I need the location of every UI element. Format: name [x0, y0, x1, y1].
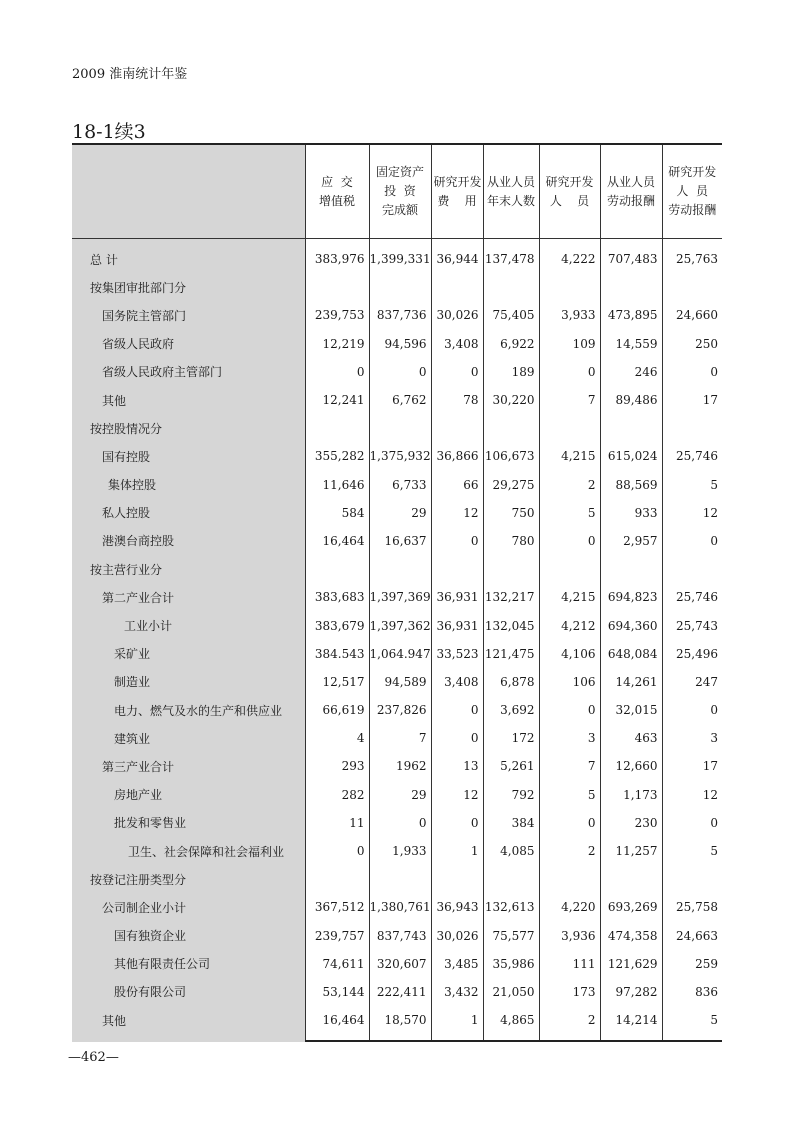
table-cell	[662, 555, 722, 583]
table-cell: 66,619	[305, 696, 369, 724]
table-cell: 792	[483, 781, 539, 809]
table-cell: 3,692	[483, 696, 539, 724]
table-cell: 237,826	[369, 696, 431, 724]
table-cell: 0	[431, 358, 483, 386]
row-label: 股份有限公司	[114, 985, 187, 1000]
table-cell: 173	[539, 978, 600, 1006]
table-cell: 3,936	[539, 922, 600, 950]
table-cell: 239,753	[305, 301, 369, 329]
spacer-cell	[72, 1034, 305, 1040]
table-cell	[305, 555, 369, 583]
table-cell: 7	[369, 724, 431, 752]
table-title: 18-1续3	[72, 121, 146, 143]
spacer-cell	[600, 1034, 662, 1040]
table-row	[72, 865, 722, 893]
row-label: 电力、燃气及水的生产和供应业	[114, 703, 283, 718]
table-cell: 0	[305, 837, 369, 865]
table-cell: 21,050	[483, 978, 539, 1006]
table-cell: 693,269	[600, 893, 662, 921]
table-cell: 7	[539, 752, 600, 780]
table-cell: 132,045	[483, 611, 539, 639]
table-cell: 12,660	[600, 752, 662, 780]
table-row	[72, 471, 722, 499]
table-cell: 88,569	[600, 471, 662, 499]
table-cell: 0	[431, 696, 483, 724]
row-label: 按主营行业分	[90, 562, 163, 577]
table-cell: 12,219	[305, 330, 369, 358]
table-cell: 0	[431, 724, 483, 752]
table-cell: 383,683	[305, 583, 369, 611]
header-line: 劳动报酬	[668, 203, 717, 217]
table-cell: 3,408	[431, 668, 483, 696]
table-cell: 14,261	[600, 668, 662, 696]
header-year-end-employees	[483, 145, 539, 239]
table-cell: 24,660	[662, 301, 722, 329]
table-cell: 121,475	[483, 640, 539, 668]
row-label: 按登记注册类型分	[90, 872, 187, 887]
table-header-row	[72, 145, 722, 239]
header-line: 固定资产	[375, 165, 424, 179]
table-row	[72, 781, 722, 809]
table-cell: 0	[431, 809, 483, 837]
table-cell: 615,024	[600, 442, 662, 470]
table-cell: 383,679	[305, 611, 369, 639]
table-cell: 17	[662, 752, 722, 780]
table-cell: 11,257	[600, 837, 662, 865]
table-cell: 837,743	[369, 922, 431, 950]
table-cell: 5	[539, 781, 600, 809]
table-cell: 30,026	[431, 922, 483, 950]
table-cell	[369, 865, 431, 893]
table-cell: 250	[662, 330, 722, 358]
table-cell: 6,878	[483, 668, 539, 696]
table-cell: 53,144	[305, 978, 369, 1006]
table-cell: 0	[369, 358, 431, 386]
table-cell: 4,222	[539, 245, 600, 273]
header-line: 从业人员	[606, 174, 655, 189]
table-cell: 5	[662, 837, 722, 865]
table-cell: 0	[662, 358, 722, 386]
header-line: 年末人数	[486, 193, 535, 208]
table-cell	[539, 555, 600, 583]
row-label: 集体控股	[108, 478, 157, 493]
table-cell	[662, 414, 722, 442]
table-cell	[600, 865, 662, 893]
table-cell: 3,933	[539, 301, 600, 329]
table-row	[72, 245, 722, 273]
table-cell: 30,026	[431, 301, 483, 329]
table-cell: 648,084	[600, 640, 662, 668]
table-cell: 367,512	[305, 893, 369, 921]
table-cell: 1,375,932	[369, 442, 431, 470]
table-cell	[662, 865, 722, 893]
table-cell: 384.543	[305, 640, 369, 668]
table-cell: 25,763	[662, 245, 722, 273]
row-label: 建筑业	[114, 731, 151, 746]
row-label: 批发和零售业	[114, 816, 187, 831]
table-cell: 259	[662, 950, 722, 978]
table-row	[72, 499, 722, 527]
row-label: 房地产业	[114, 788, 163, 803]
row-label: 国有独资企业	[114, 929, 187, 944]
header-line: 投 资	[384, 184, 416, 198]
table-row	[72, 301, 722, 329]
table-cell: 189	[483, 358, 539, 386]
table-cell: 320,607	[369, 950, 431, 978]
table-cell: 172	[483, 724, 539, 752]
table-cell: 933	[600, 499, 662, 527]
table-cell: 0	[539, 696, 600, 724]
table-cell: 12	[431, 781, 483, 809]
table-cell: 3,485	[431, 950, 483, 978]
table-cell: 584	[305, 499, 369, 527]
table-row	[72, 358, 722, 386]
spacer-cell	[305, 1034, 369, 1040]
table-cell	[369, 273, 431, 301]
table-cell: 11	[305, 809, 369, 837]
table-cell: 239,757	[305, 922, 369, 950]
row-label: 私人控股	[102, 506, 151, 521]
table-row	[72, 414, 722, 442]
row-label: 省级人民政府	[102, 337, 175, 352]
table-cell: 1,397,362	[369, 611, 431, 639]
table-cell	[431, 865, 483, 893]
table-row	[72, 442, 722, 470]
header-rd-expenses	[431, 145, 483, 239]
row-label: 按控股情况分	[90, 421, 163, 436]
row-label: 公司制企业小计	[102, 900, 187, 915]
table-row	[72, 950, 722, 978]
table-cell: 355,282	[305, 442, 369, 470]
table-cell: 3,432	[431, 978, 483, 1006]
table-row	[72, 893, 722, 921]
table-cell	[483, 865, 539, 893]
row-label: 采矿业	[114, 647, 151, 662]
header-rd-personnel-compensation	[662, 145, 722, 239]
table-cell: 89,486	[600, 386, 662, 414]
row-label: 港澳台商控股	[102, 534, 175, 549]
table-row	[72, 330, 722, 358]
table-cell: 12	[431, 499, 483, 527]
table-cell: 5	[539, 499, 600, 527]
table-cell: 106	[539, 668, 600, 696]
table-cell: 16,464	[305, 527, 369, 555]
table-cell: 14,559	[600, 330, 662, 358]
table-cell: 75,577	[483, 922, 539, 950]
table-cell: 17	[662, 386, 722, 414]
table-cell	[662, 273, 722, 301]
header-line: 研究开发	[433, 174, 482, 189]
table-row	[72, 555, 722, 583]
table-cell: 0	[662, 527, 722, 555]
table-cell: 24,663	[662, 922, 722, 950]
table-cell: 1	[431, 1006, 483, 1034]
header-line: 从业人员	[486, 174, 535, 189]
running-head: 2009 淮南统计年鉴	[72, 67, 188, 82]
header-line: 研究开发	[668, 165, 717, 179]
table-row	[72, 809, 722, 837]
table-cell: 780	[483, 527, 539, 555]
row-label: 制造业	[114, 675, 151, 690]
row-label: 第三产业合计	[102, 759, 175, 774]
table-cell: 293	[305, 752, 369, 780]
table-cell: 12,241	[305, 386, 369, 414]
table-cell: 5,261	[483, 752, 539, 780]
table-cell: 474,358	[600, 922, 662, 950]
table-cell: 11,646	[305, 471, 369, 499]
header-fixed-asset-investment	[369, 145, 431, 239]
table-cell: 707,483	[600, 245, 662, 273]
table-cell: 1,064.947	[369, 640, 431, 668]
table-cell: 25,758	[662, 893, 722, 921]
table-row	[72, 583, 722, 611]
table-cell: 94,589	[369, 668, 431, 696]
table-cell	[431, 555, 483, 583]
table-cell: 473,895	[600, 301, 662, 329]
spacer-cell	[539, 1034, 600, 1040]
table-cell: 32,015	[600, 696, 662, 724]
table-cell: 78	[431, 386, 483, 414]
table-cell: 230	[600, 809, 662, 837]
table-cell: 12	[662, 499, 722, 527]
table-cell: 2	[539, 837, 600, 865]
table-cell: 33,523	[431, 640, 483, 668]
table-cell: 1962	[369, 752, 431, 780]
header-line: 研究开发	[545, 174, 594, 189]
header-vat-payable	[305, 145, 369, 239]
table-cell: 0	[305, 358, 369, 386]
table-cell: 36,931	[431, 583, 483, 611]
table-cell: 12,517	[305, 668, 369, 696]
table-cell: 1,173	[600, 781, 662, 809]
table-cell: 4,865	[483, 1006, 539, 1034]
page-number: —462—	[68, 1050, 119, 1065]
table-cell: 694,823	[600, 583, 662, 611]
table-row	[72, 837, 722, 865]
table-row	[72, 978, 722, 1006]
table-cell: 36,944	[431, 245, 483, 273]
table-row	[72, 922, 722, 950]
table-cell: 13	[431, 752, 483, 780]
table-cell: 25,743	[662, 611, 722, 639]
table-cell: 18,570	[369, 1006, 431, 1034]
table-cell: 25,746	[662, 442, 722, 470]
header-line: 增值税	[318, 193, 355, 208]
table-cell: 836	[662, 978, 722, 1006]
table-cell: 3	[662, 724, 722, 752]
table-cell: 16,464	[305, 1006, 369, 1034]
statistics-table-container	[72, 143, 722, 1042]
table-cell: 3	[539, 724, 600, 752]
table-cell: 1,397,369	[369, 583, 431, 611]
table-cell: 6,762	[369, 386, 431, 414]
table-cell: 109	[539, 330, 600, 358]
table-cell: 2,957	[600, 527, 662, 555]
table-cell: 5	[662, 471, 722, 499]
table-row	[72, 724, 722, 752]
row-label: 总 计	[90, 252, 118, 267]
table-row	[72, 611, 722, 639]
table-row	[72, 527, 722, 555]
table-cell: 1	[431, 837, 483, 865]
table-cell: 5	[662, 1006, 722, 1034]
table-body	[72, 239, 722, 1041]
table-cell: 36,866	[431, 442, 483, 470]
table-cell: 7	[539, 386, 600, 414]
table-cell: 247	[662, 668, 722, 696]
table-cell	[305, 865, 369, 893]
table-cell: 94,596	[369, 330, 431, 358]
table-row	[72, 752, 722, 780]
table-cell: 0	[369, 809, 431, 837]
table-cell: 837,736	[369, 301, 431, 329]
table-cell: 0	[539, 809, 600, 837]
row-label: 第二产业合计	[102, 590, 175, 605]
table-cell: 3,408	[431, 330, 483, 358]
table-cell: 6,733	[369, 471, 431, 499]
table-cell: 0	[539, 358, 600, 386]
spacer-cell	[662, 1034, 722, 1040]
table-cell: 6,922	[483, 330, 539, 358]
table-row	[72, 668, 722, 696]
table-cell: 121,629	[600, 950, 662, 978]
table-cell: 4,212	[539, 611, 600, 639]
row-label: 其他有限责任公司	[114, 957, 211, 972]
header-employee-compensation	[600, 145, 662, 239]
table-cell	[483, 273, 539, 301]
table-cell: 12	[662, 781, 722, 809]
header-line: 应 交	[321, 174, 353, 189]
table-cell: 25,496	[662, 640, 722, 668]
table-cell	[431, 273, 483, 301]
header-rd-personnel	[539, 145, 600, 239]
table-cell: 0	[662, 809, 722, 837]
row-label: 国有控股	[102, 449, 151, 464]
table-row	[72, 273, 722, 301]
table-cell: 463	[600, 724, 662, 752]
table-row	[72, 1006, 722, 1034]
table-cell	[431, 414, 483, 442]
table-cell	[539, 414, 600, 442]
table-cell: 4,220	[539, 893, 600, 921]
table-cell	[600, 414, 662, 442]
table-row	[72, 386, 722, 414]
table-cell: 97,282	[600, 978, 662, 1006]
table-cell: 0	[662, 696, 722, 724]
header-line: 劳动报酬	[606, 193, 655, 208]
table-cell: 16,637	[369, 527, 431, 555]
table-cell: 2	[539, 471, 600, 499]
table-cell: 1,399,331	[369, 245, 431, 273]
table-cell: 383,976	[305, 245, 369, 273]
row-label: 其他	[102, 393, 127, 408]
row-label: 工业小计	[124, 619, 173, 634]
row-label: 按集团审批部门分	[90, 280, 187, 295]
table-cell	[483, 414, 539, 442]
table-cell: 36,931	[431, 611, 483, 639]
row-label: 其他	[102, 1013, 127, 1028]
table-cell: 4,085	[483, 837, 539, 865]
table-cell	[483, 555, 539, 583]
spacer-row	[72, 1034, 722, 1040]
header-line: 人 员	[676, 184, 709, 198]
table-cell	[305, 273, 369, 301]
table-cell	[600, 555, 662, 583]
table-cell: 132,217	[483, 583, 539, 611]
table-cell: 1,380,761	[369, 893, 431, 921]
table-cell: 132,613	[483, 893, 539, 921]
table-cell: 66	[431, 471, 483, 499]
table-cell	[305, 414, 369, 442]
table-cell: 74,611	[305, 950, 369, 978]
table-cell: 137,478	[483, 245, 539, 273]
header-stub	[72, 145, 305, 239]
table-cell: 75,405	[483, 301, 539, 329]
table-cell	[600, 273, 662, 301]
table-cell: 30,220	[483, 386, 539, 414]
table-cell: 222,411	[369, 978, 431, 1006]
table-cell: 694,360	[600, 611, 662, 639]
row-label: 省级人民政府主管部门	[102, 365, 223, 380]
header-line: 费 用	[437, 193, 477, 208]
header-line: 完成额	[381, 203, 418, 217]
table-cell: 384	[483, 809, 539, 837]
table-cell	[369, 555, 431, 583]
table-cell: 14,214	[600, 1006, 662, 1034]
table-cell: 35,986	[483, 950, 539, 978]
table-cell: 29	[369, 499, 431, 527]
table-cell: 36,943	[431, 893, 483, 921]
table-cell: 4,106	[539, 640, 600, 668]
table-row	[72, 696, 722, 724]
spacer-cell	[483, 1034, 539, 1040]
table-cell: 0	[539, 527, 600, 555]
table-cell: 111	[539, 950, 600, 978]
table-cell: 750	[483, 499, 539, 527]
row-label: 国务院主管部门	[102, 308, 187, 323]
table-cell: 25,746	[662, 583, 722, 611]
table-cell: 29,275	[483, 471, 539, 499]
table-cell: 106,673	[483, 442, 539, 470]
table-cell: 29	[369, 781, 431, 809]
statistics-table	[72, 145, 722, 1040]
table-cell: 4	[305, 724, 369, 752]
spacer-cell	[369, 1034, 431, 1040]
table-cell: 0	[431, 527, 483, 555]
table-cell	[369, 414, 431, 442]
spacer-cell	[431, 1034, 483, 1040]
table-cell: 246	[600, 358, 662, 386]
table-cell: 282	[305, 781, 369, 809]
header-line: 人 员	[549, 193, 590, 208]
table-cell: 4,215	[539, 583, 600, 611]
table-row	[72, 640, 722, 668]
table-cell	[539, 273, 600, 301]
table-cell: 4,215	[539, 442, 600, 470]
row-label: 卫生、社会保障和社会福利业	[128, 844, 285, 859]
table-cell: 1,933	[369, 837, 431, 865]
table-cell	[539, 865, 600, 893]
table-cell: 2	[539, 1006, 600, 1034]
